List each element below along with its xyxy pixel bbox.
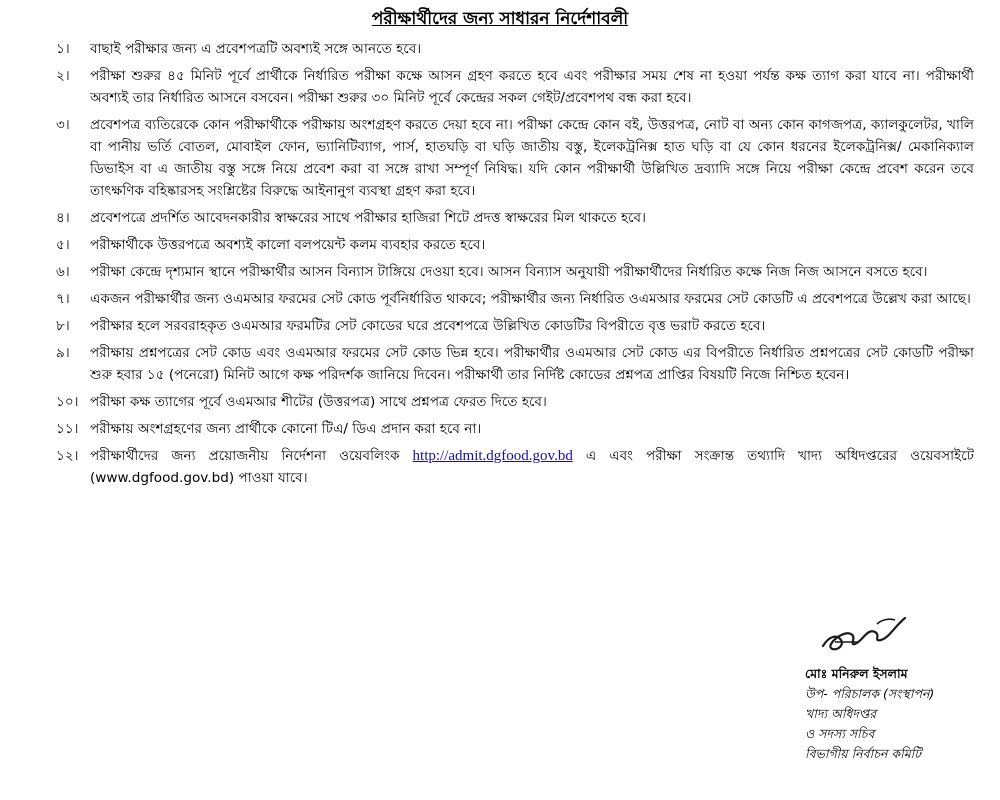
instruction-item [56, 65, 974, 109]
instruction-number: ৪। [56, 210, 70, 226]
signatory-designation: উপ- পরিচালক (সংস্থাপন) [805, 686, 935, 701]
instruction-text: পরীক্ষা শুরুর ৪৫ মিনিট পূর্বে প্রার্থীকে নির্ধারিত পরীক্ষা কক্ষে আসন গ্রহণ করতে হবে এবং পরীক্ষার সময় শেষ না হওয়া পর্যন্ত কক্ষ ত্যাগ করা যাবে না। পরীক্ষার্থী অবশ্যই তার নির্ধারিত আসনে বসবেন। পরীক্ষা শুরুর ৩০ মিনিট পূর্বে কেন্দ্রের সকল গেইট/প্রবেশপথ বন্ধ করা হবে। [90, 68, 974, 106]
instruction-text: পরীক্ষার্থীকে উত্তরপত্রে অবশ্যই কালো বলপয়েন্ট কলম ব্যবহার করতে হবে। [90, 237, 486, 253]
instruction-number: ৩। [56, 117, 70, 133]
instruction-number: ২। [56, 68, 70, 84]
signatory-block [805, 664, 995, 764]
signatory-department: খাদ্য অধিদপ্তর [805, 706, 877, 721]
admit-weblink[interactable]: http://admit.dgfood.gov.bd [412, 448, 573, 464]
instruction-item [56, 288, 974, 310]
instruction-text: পরীক্ষায় অংশগ্রহণের জন্য প্রার্থীকে কোনো টিএ/ ডিএ প্রদান করা হবে না। [90, 421, 482, 437]
instruction-item [56, 38, 974, 60]
instruction-item [56, 418, 974, 440]
instruction-text: প্রবেশপত্র ব্যতিরেকে কোন পরীক্ষার্থীকে পরীক্ষায় অংশগ্রহণ করতে দেয়া হবে না। পরীক্ষা কেন্দ্রে কোন বই, উত্তরপত্র, নোট বা অন্য কোন কাগজপত্র, ক্যালকুলেটর, খালি বা পানীয় ভর্তি বোতল, মোবাইল ফোন, ভ্যানিটিব্যাগ, পার্স, হাতঘড়ি বা ঘড়ি জাতীয় বস্তু, ইলেকট্রনিক্স হাত ঘড়ি বা যে কোন ধরনের ইলেকট্রনিক্স/ মেকানিক্যাল ডিভাইস বা এ জাতীয় বস্তু সঙ্গে নিয়ে প্রবেশ করা বা সঙ্গে রাখা সম্পূর্ণ নিষিদ্ধ। যদি কোন পরীক্ষার্থী উল্লিখিত দ্রব্যাদি সঙ্গে নিয়ে পরীক্ষা কেন্দ্রে প্রবেশ করেন তবে তাৎক্ষণিক বহিষ্কারসহ সংশ্লিষ্টের বিরুদ্ধে আইনানুগ ব্যবস্থা গ্রহণ করা হবে। [90, 117, 974, 199]
instruction-number: ১। [56, 41, 70, 57]
instruction-item [56, 234, 974, 256]
instruction-number: ৭। [56, 291, 70, 307]
instruction-text [90, 445, 974, 489]
instruction-list [56, 38, 974, 494]
instruction-text: পরীক্ষা কেন্দ্রে দৃশ্যমান স্থানে পরীক্ষার্থীর আসন বিন্যাস টাঙ্গিয়ে দেওয়া হবে। আসন বিন্যাস অনুযায়ী পরীক্ষার্থীদের নির্ধারিত কক্ষে নিজ নিজ আসনে বসতে হবে। [90, 264, 928, 280]
instruction-item [56, 315, 974, 337]
signatory-name: মোঃ মনিরুল ইসলাম [805, 666, 908, 681]
instruction-text: বাছাই পরীক্ষার জন্য এ প্রবেশপত্রটি অবশ্যই সঙ্গে আনতে হবে। [90, 41, 422, 57]
instruction-item [56, 261, 974, 283]
page-title-text: পরীক্ষার্থীদের জন্য সাধারন নির্দেশাবলী [371, 9, 629, 29]
instruction-text: একজন পরীক্ষার্থীর জন্য ওএমআর ফরমের সেট কোড পূর্বনির্ধারিত থাকবে; পরীক্ষার্থীর জন্য নির্ধারিত ওএমআর ফরমের সেট কোডটি এ প্রবেশপত্রে উল্লেখ করা আছে। [90, 291, 971, 307]
instruction-text: পরীক্ষা কক্ষ ত্যাগের পূর্বে ওএমআর শীটের (উত্তরপত্র) সাথে প্রশ্নপত্র ফেরত দিতে হবে। [90, 394, 547, 410]
instruction-number: ৮। [56, 318, 70, 334]
instruction-item [56, 114, 974, 202]
instruction-item [56, 391, 974, 413]
instruction-text-after-link: এ এবং পরীক্ষা সংক্রান্ত তথ্যাদি খাদ্য অধিদপ্তরের ওয়েবসাইটে (www.dgfood.gov.bd) পাওয়া যাবে। [90, 448, 974, 486]
instruction-text: প্রবেশপত্রে প্রদর্শিত আবেদনকারীর স্বাক্ষরের সাথে পরীক্ষার হাজিরা শিটে প্রদত্ত স্বাক্ষরের মিল থাকতে হবে। [90, 210, 646, 226]
signatory-role: ও সদস্য সচিব [805, 726, 875, 741]
instruction-text: পরীক্ষায় প্রশ্নপত্রের সেট কোড এবং ওএমআর ফরমের সেট কোড ভিন্ন হবে। পরীক্ষার্থীর ওএমআর সেট কোড এর বিপরীতে নির্ধারিত প্রশ্নপত্রের সেট কোডটি পরীক্ষা শুরু হবার ১৫ (পনেরো) মিনিট আগে কক্ষ পরিদর্শক জানিয়ে দিবেন। পরীক্ষার্থী তার নির্দিষ্ট কোডের প্রশ্নপত্র প্রাপ্তির বিষয়টি নিজে নিশ্চিত হবেন। [90, 345, 974, 383]
instruction-number: ৬। [56, 264, 70, 280]
page-title [0, 6, 1000, 34]
instruction-number: ১২। [56, 448, 79, 464]
instruction-number: ১১। [56, 421, 79, 437]
instruction-text: পরীক্ষার হলে সরবরাহকৃত ওএমআর ফরমটির সেট কোডের ঘরে প্রবেশপত্রে উল্লিখিত কোডটির বিপরীতে বৃত্ত ভরাট করতে হবে। [90, 318, 766, 334]
instruction-text-before-link: পরীক্ষার্থীদের জন্য প্রয়োজনীয় নির্দেশনা ওয়েবলিংক [90, 448, 413, 464]
instruction-item [56, 342, 974, 386]
instruction-item-weblink [56, 445, 974, 489]
instruction-item [56, 207, 974, 229]
instruction-number: ৫। [56, 237, 70, 253]
instruction-number: ৯। [56, 345, 70, 361]
signature-image [815, 606, 915, 658]
instruction-number: ১০। [56, 394, 79, 410]
signatory-committee: বিভাগীয় নির্বাচন কমিটি [805, 746, 922, 761]
